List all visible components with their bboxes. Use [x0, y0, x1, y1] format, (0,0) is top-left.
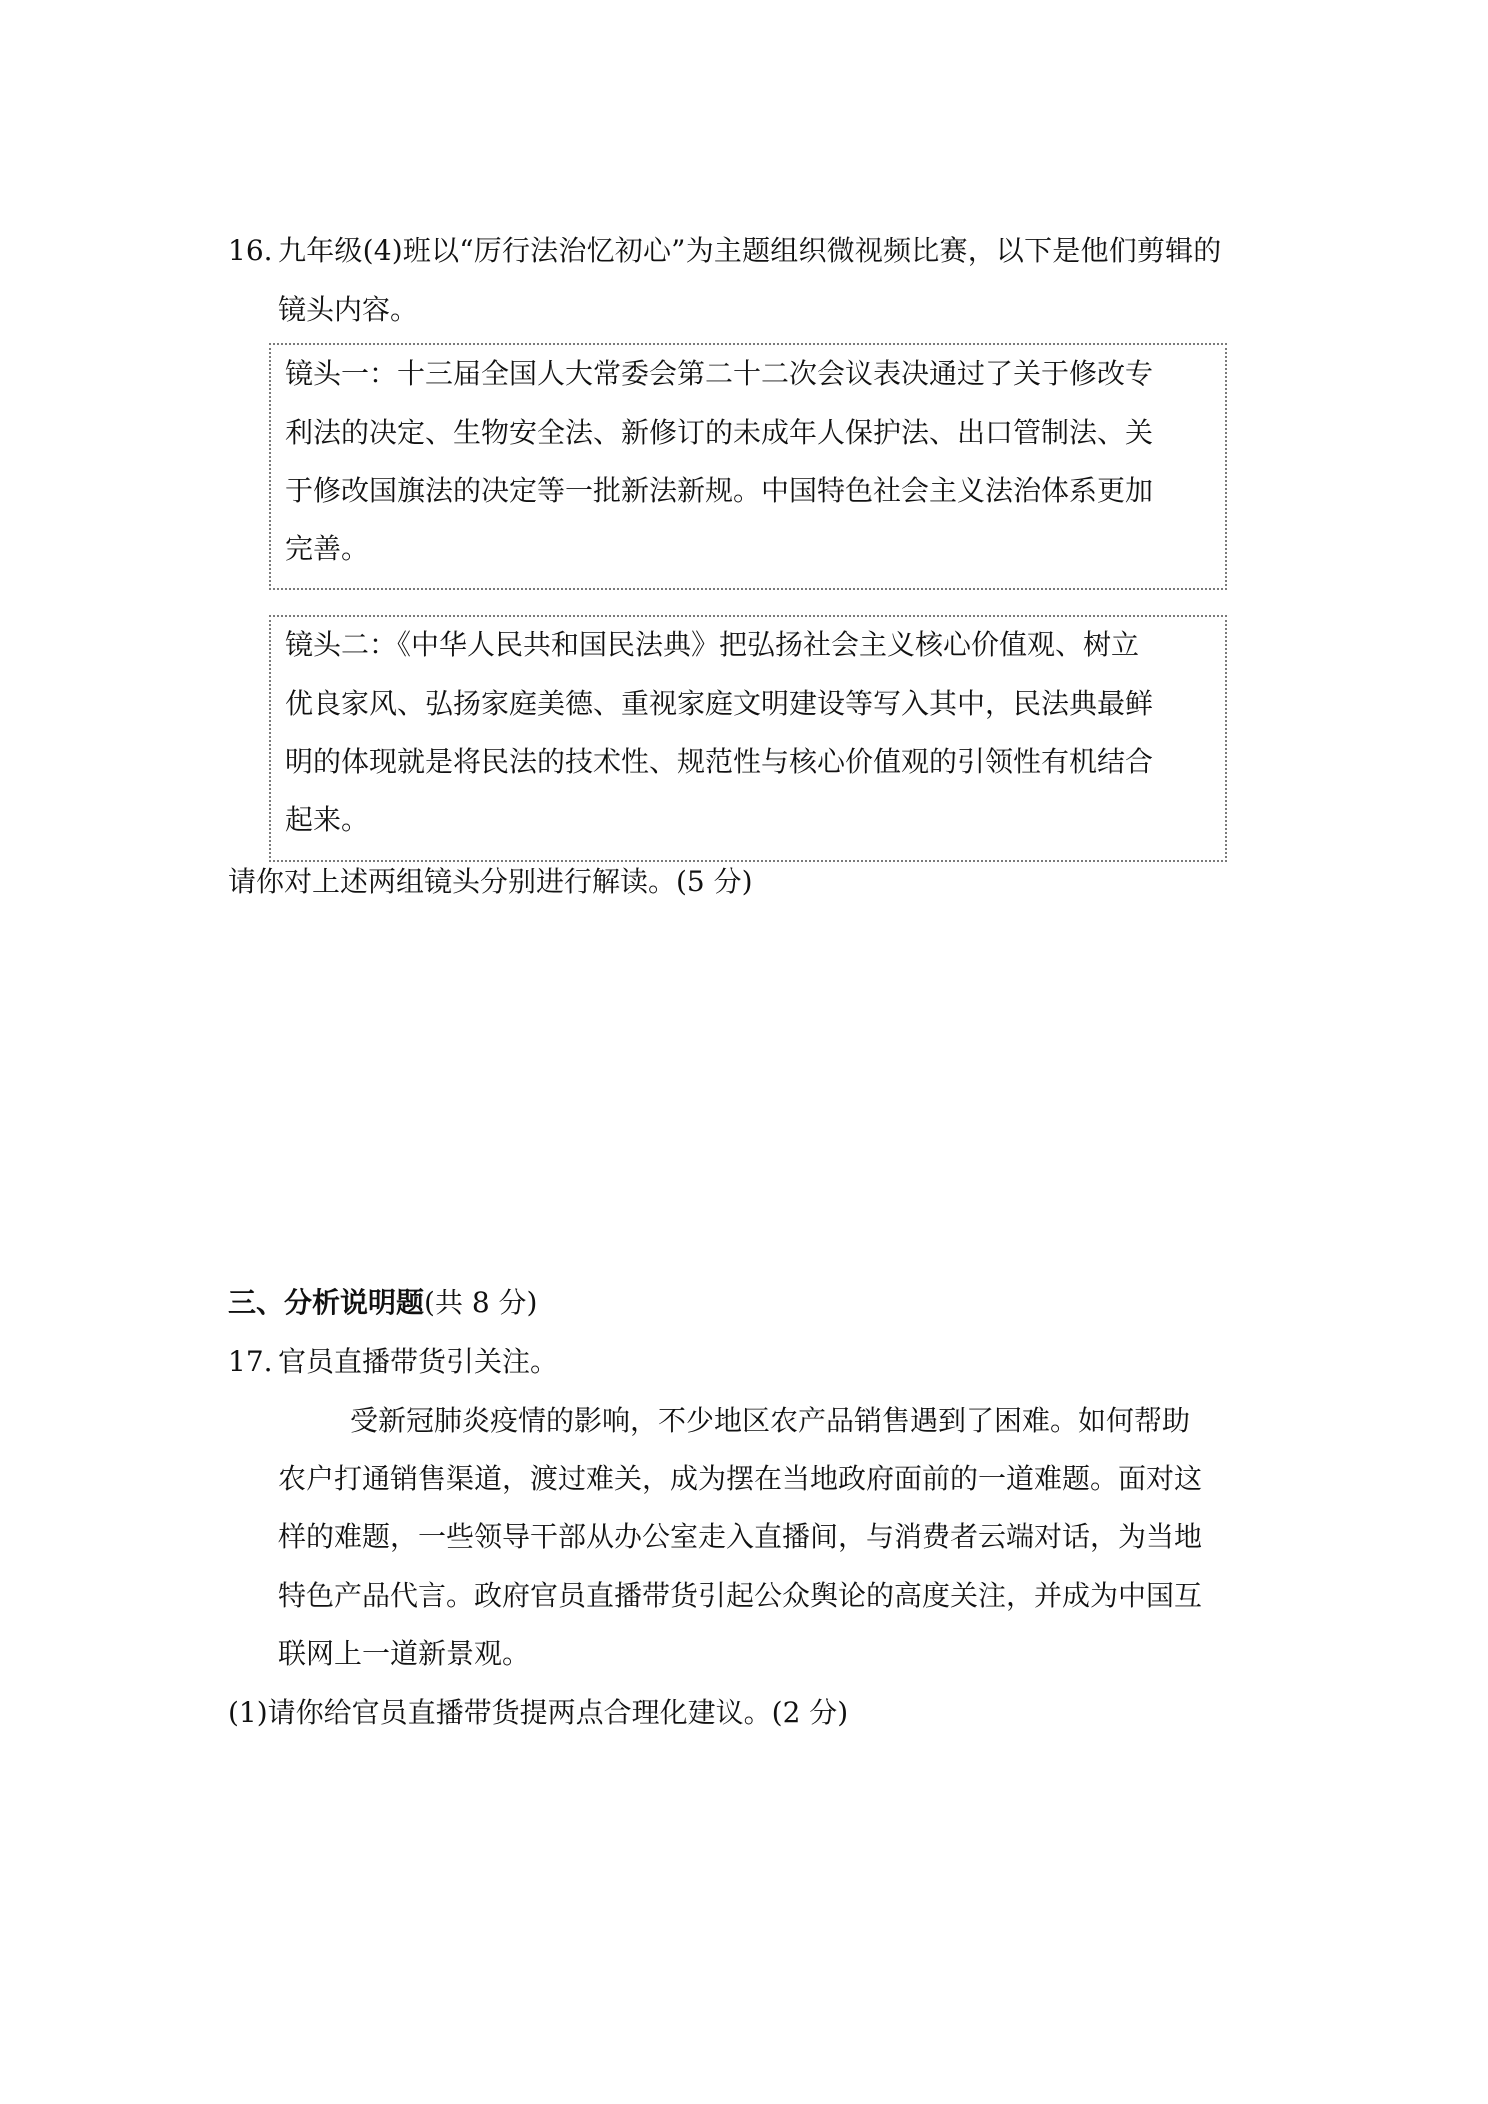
q17-stem: 官员直播带货引关注。 [278, 1345, 559, 1378]
shot1-line: 于修改国旗法的决定等一批新法新规。中国特色社会主义法治体系更加 [285, 474, 1154, 507]
shot1-line: 利法的决定、生物安全法、新修订的未成年人保护法、出口管制法、关 [285, 416, 1154, 449]
q17-number: 17. [228, 1345, 273, 1378]
q17-paragraph-line: 样的难题，一些领导干部从办公室走入直播间，与消费者云端对话，为当地 [278, 1520, 1203, 1553]
q17-subquestion-1: (1)请你给官员直播带货提两点合理化建议。(2 分) [228, 1696, 849, 1729]
section3-title [228, 1284, 537, 1322]
shot1-line: 镜头一：十三届全国人大常委会第二十二次会议表决通过了关于修改专 [285, 357, 1154, 390]
shot2-line: 镜头二：《中华人民共和国民法典》把弘扬社会主义核心价值观、树立 [285, 628, 1140, 661]
q16-question: 请你对上述两组镜头分别进行解读。(5 分) [228, 865, 753, 898]
section3-title-score: (共 8 分) [424, 1286, 538, 1319]
q17-paragraph-line: 受新冠肺炎疫情的影响，不少地区农产品销售遇到了困难。如何帮助 [350, 1404, 1191, 1437]
shot2-line: 明的体现就是将民法的技术性、规范性与核心价值观的引领性有机结合 [285, 745, 1154, 778]
q17-paragraph-line: 农户打通销售渠道，渡过难关，成为摆在当地政府面前的一道难题。面对这 [278, 1462, 1203, 1495]
q17-paragraph-line: 特色产品代言。政府官员直播带货引起公众舆论的高度关注，并成为中国互 [278, 1579, 1203, 1612]
shot1-line: 完善。 [285, 532, 370, 565]
section3-title-bold: 三、分析说明题 [228, 1286, 425, 1319]
shot2-line: 优良家风、弘扬家庭美德、重视家庭文明建设等写入其中，民法典最鲜 [285, 687, 1154, 720]
q16-stem-line1: 九年级(4)班以“厉行法治忆初心”为主题组织微视频比赛，以下是他们剪辑的 [278, 234, 1222, 267]
q16-number: 16. [228, 234, 273, 267]
q16-stem-line2: 镜头内容。 [278, 293, 419, 326]
q17-paragraph-line: 联网上一道新景观。 [278, 1637, 531, 1670]
shot2-line: 起来。 [285, 803, 370, 836]
